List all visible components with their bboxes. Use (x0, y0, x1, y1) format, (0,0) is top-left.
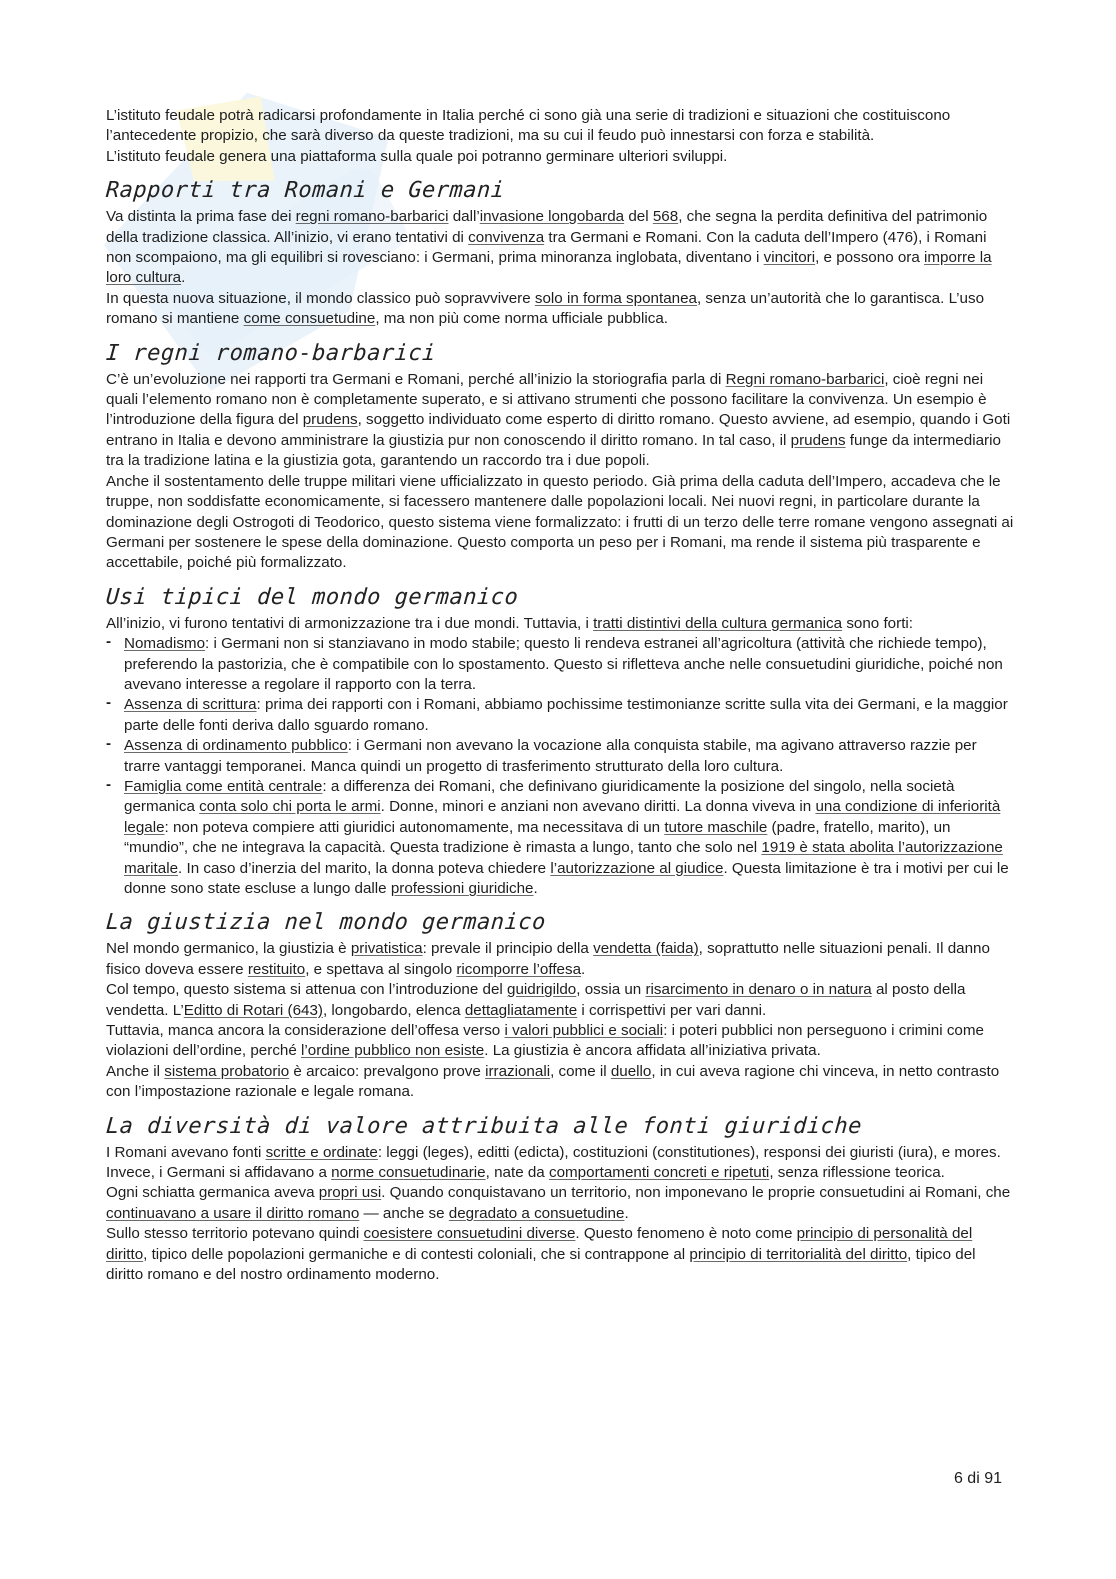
list-item: - Nomadismo: i Germani non si stanziavano in modo stabile; questo li rendeva estranei all’agricoltura (attività che richiede tempo), preferendo la pastorizia, che è compatibile con lo spostamento. Questo si rifletteva anche nelle consuetudini giuridiche, poiché non avevano interesse a regolare il rapporto con la terra. (124, 634, 1016, 695)
section-heading: Rapporti tra Romani e Germani (105, 178, 506, 204)
section-heading: I regni romano-barbarici (105, 340, 437, 366)
paragraph: C’è un’evoluzione nei rapporti tra Germani e Romani, perché all’inizio la storiografia parla di Regni romano-barbarici, cioè regni nei quali l’elemento romano non è completamente superato, e si attivano strumenti che possono facilitare la convivenza. Un esempio è l’introduzione della figura del prudens, soggetto individuato come esperto di diritto romano. Questo avviene, ad esempio, quando i Goti entrano in Italia e devono amministrare la giustizia pur non conoscendo il diritto romano. In tal caso, il prudens funge da intermediario tra la tradizione latina e la giustizia gota, garantendo un raccordo tra i due popoli. (106, 370, 1011, 470)
paragraph: Anche il sistema probatorio è arcaico: prevalgono prove irrazionali, come il duello, in cui aveva ragione chi vinceva, in netto contrasto con l’impostazione razionale e legale romana. (106, 1062, 1000, 1101)
list-item: - Assenza di scrittura: prima dei rapporti con i Romani, abbiamo pochissime testimonianze scritte sulla vita dei Germani, e la maggior parte delle fonti deriva dallo sguardo romano. (124, 695, 1016, 736)
document-body (106, 106, 1016, 1286)
paragraph: Anche il sostentamento delle truppe militari viene ufficializzato in questo periodo. Già prima della caduta dell’Impero, accadeva che le truppe, non soddisfatte economicamente, si facessero mantenere dalle popolazioni locali. Nei nuovi regni, in particolare durante la dominazione degli Ostrogoti di Teodorico, questo sistema viene formalizzato: i frutti di un terzo delle terre romane vengono assegnati ai Germani per sostenere le spese della dominazione. Questo comporta un peso per i Romani, ma rende il sistema più trasparente e accettabile, poiché più formalizzato. (106, 472, 1014, 572)
section-heading: La giustizia nel mondo germanico (105, 910, 547, 936)
paragraph: Col tempo, questo sistema si attenua con l’introduzione del guidrigildo, ossia un risarcimento in denaro o in natura al posto della vendetta. L’Editto di Rotari (643), longobardo, elenca dettagliatamente i corrispettivi per vari danni. (106, 981, 966, 1019)
section-heading: La diversità di valore attribuita alle fonti giuridiche (105, 1113, 863, 1139)
section-heading: Usi tipici del mondo germanico (105, 584, 520, 610)
paragraph: In questa nuova situazione, il mondo classico può sopravvivere solo in forma spontanea, senza un’autorità che lo garantisca. L’uso romano si mantiene come consuetudine, ma non più come norma ufficiale pubblica. (106, 289, 985, 328)
traits-list (106, 634, 1016, 899)
paragraph: Va distinta la prima fase dei regni romano-barbarici dall’invasione longobarda del 568, che segna la perdita definitiva del patrimonio della tradizione classica. All’inizio, vi erano tentativi di convivenza tra Germani e Romani. Con la caduta dell’Impero (476), i Romani non scompaiono, ma gli equilibri si rovesciano: i Germani, prima minoranza inglobata, diventano i vincitori, e possono ora imporre la loro cultura. (106, 208, 992, 287)
paragraph: All’inizio, vi furono tentativi di armonizzazione tra i due mondi. Tuttavia, i tratti distintivi della cultura germanica sono forti: (106, 614, 914, 632)
paragraph: Sullo stesso territorio potevano quindi coesistere consuetudini diverse. Questo fenomeno è noto come principio di personalità del diritto, tipico delle popolazioni germaniche e di contesti coloniali, che si contrappone al principio di territorialità del diritto, tipico del diritto romano e del nostro ordinamento moderno. (106, 1225, 976, 1284)
paragraph: Nel mondo germanico, la giustizia è privatistica: prevale il principio della vendetta (faida), soprattutto nelle situazioni penali. Il danno fisico doveva essere restituito, e spettava al singolo ricomporre l’offesa. (106, 940, 990, 978)
list-item: - Assenza di ordinamento pubblico: i Germani non avevano la vocazione alla conquista stabile, ma agivano attraverso razzie per trarre vantaggi temporanei. Manca quindi un progetto di trasferimento strutturato della loro cultura. (124, 736, 1016, 777)
intro-paragraph: L’istituto feudale genera una piattaforma sulla quale poi potranno germinare ulteriori sviluppi. (106, 147, 728, 165)
list-item: - Famiglia come entità centrale: a differenza dei Romani, che definivano giuridicamente la posizione del singolo, nella società germanica conta solo chi porta le armi. Donne, minori e anziani non avevano diritti. La donna viveva in una condizione di inferiorità legale: non poteva compiere atti giuridici autonomamente, ma necessitava di un tutore maschile (padre, fratello, marito), un “mundio”, che ne integrava la capacità. Questa tradizione è rimasta a lungo, tanto che solo nel 1919 è stata abolita l’autorizzazione maritale. In caso d’inerzia del marito, la donna poteva chiedere l’autorizzazione al giudice. Questa limitazione è tra i motivi per cui le donne sono state escluse a lungo dalle professioni giuridiche. (124, 777, 1016, 899)
paragraph: I Romani avevano fonti scritte e ordinate: leggi (leges), editti (edicta), costituzioni (constitutiones), responsi dei giuristi (iura), e mores. Invece, i Germani si affidavano a norme consuetudinarie, nate da comportamenti concreti e ripetuti, senza riflessione teorica. (106, 1143, 1001, 1182)
paragraph: Ogni schiatta germanica aveva propri usi. Quando conquistavano un territorio, non imponevano le proprie consuetudini ai Romani, che continuavano a usare il diritto romano — anche se degradato a consuetudine. (106, 1184, 1011, 1222)
page-number: 6 di 91 (953, 1470, 1002, 1487)
intro-paragraph: L’istituto feudale potrà radicarsi profondamente in Italia perché ci sono già una serie di tradizioni e situazioni che costituiscono l’antecedente propizio, che sarà diverso da queste tradizioni, ma su cui il feudo può innestarsi con forza e stabilità. (106, 107, 951, 145)
paragraph: Tuttavia, manca ancora la considerazione dell’offesa verso i valori pubblici e sociali: i poteri pubblici non perseguono i crimini come violazioni dell’ordine, perché l’ordine pubblico non esiste. La giustizia è ancora affidata all’iniziativa privata. (106, 1022, 984, 1060)
